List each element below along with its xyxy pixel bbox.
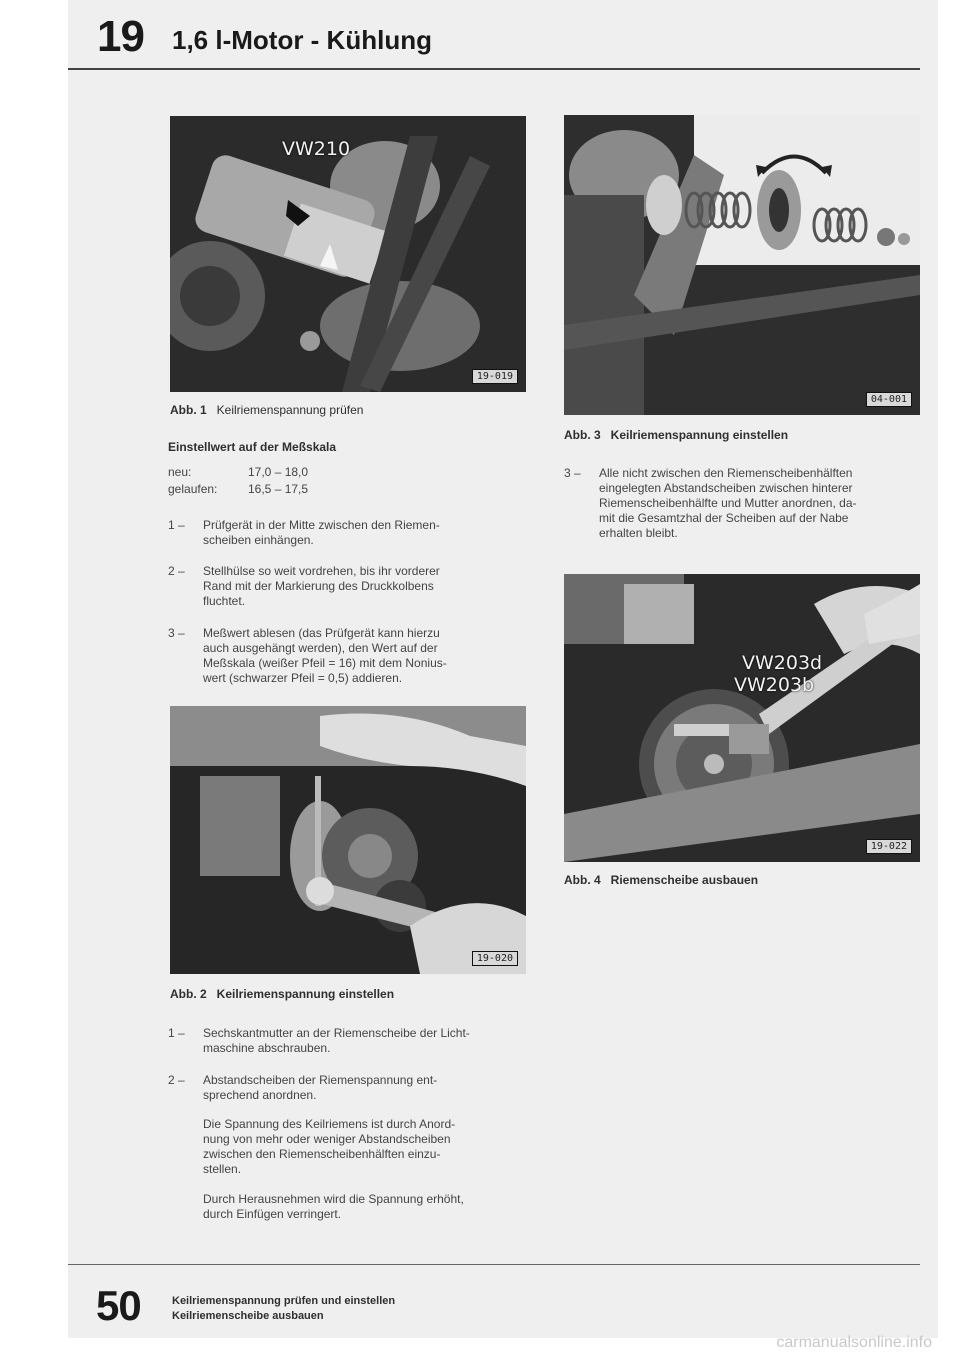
tension-paragraph <box>203 1117 548 1177</box>
check-step-3-line-1: Meßwert ablesen (das Prüfgerät kann hierzu <box>203 626 440 640</box>
check-step-1-number: 1 – <box>168 518 185 532</box>
adjust-step-2-number: 2 – <box>168 1073 185 1087</box>
setting-row-new-value: 17,0 – 18,0 <box>248 465 309 479</box>
check-step-3-line-4: wert (schwarzer Pfeil = 0,5) addieren. <box>203 671 403 685</box>
figure-4-caption <box>564 873 758 887</box>
check-step-3-line-2: auch ausgehängt werden), den Wert auf der <box>203 641 438 655</box>
figure-1-callout: VW210 <box>282 138 351 160</box>
footer-line-2: Keilriemenscheibe ausbauen <box>172 1310 324 1322</box>
figure-3-photo <box>564 115 920 415</box>
check-step-2-line-3: fluchtet. <box>203 594 246 608</box>
adjust-step-1-line-2: maschine abschrauben. <box>203 1041 331 1055</box>
check-step-2 <box>168 564 538 612</box>
alignment-step-3 <box>564 466 934 546</box>
tension-paragraph-line-4: stellen. <box>203 1162 242 1176</box>
check-step-1 <box>168 518 538 550</box>
figure-2-photo <box>170 706 526 974</box>
adjust-step-2 <box>168 1073 548 1105</box>
page-number: 50 <box>96 1282 141 1329</box>
check-step-1-line-2: scheiben einhängen. <box>203 533 314 547</box>
adjust-step-1-number: 1 – <box>168 1026 185 1040</box>
figure-1-caption <box>170 403 363 417</box>
alignment-step-3-line-4: mit die Gesamtzhal der Scheiben auf der Nabe <box>599 511 849 525</box>
footer-line-1: Keilriemenspannung prüfen und einstellen <box>172 1295 396 1307</box>
figure-3-illustration <box>564 115 920 415</box>
header-rule <box>68 68 920 70</box>
figure-1-label: Abb. 1 <box>170 403 207 417</box>
figure-3-code: 04-001 <box>866 392 912 407</box>
alignment-step-3-line-5: erhalten bleibt. <box>599 526 678 540</box>
figure-4-callout-vw203b: VW203b <box>734 674 815 696</box>
figure-2-code: 19-020 <box>472 951 518 966</box>
figure-3-caption <box>564 428 788 442</box>
alignment-step-3-line-1: Alle nicht zwischen den Riemenscheibenhälften <box>599 466 853 480</box>
setting-row-used-value: 16,5 – 17,5 <box>248 482 309 496</box>
figure-3-label: Abb. 3 <box>564 428 601 442</box>
figure-2-illustration <box>170 706 526 974</box>
setting-row-new-label: neu: <box>168 465 192 479</box>
figure-2-caption-text: Keilriemenspannung einstellen <box>216 987 395 1001</box>
figure-4-illustration <box>564 574 920 862</box>
figure-4-caption-text: Riemenscheibe ausbauen <box>610 873 759 887</box>
chapter-title: 1,6 l-Motor - Kühlung <box>172 25 432 55</box>
figure-4-label: Abb. 4 <box>564 873 601 887</box>
alignment-step-3-number: 3 – <box>564 466 581 480</box>
adjust-step-1 <box>168 1026 548 1058</box>
alignment-step-3-line-2: eingelegten Abstandscheiben zwischen hinterer <box>599 481 853 495</box>
chapter-number: 19 <box>97 12 144 61</box>
check-step-3-line-3: Meßskala (weißer Pfeil = 16) mit dem Nonius- <box>203 656 447 670</box>
watermark: carmanualsonline.info <box>776 1334 932 1351</box>
setting-row-new <box>168 465 308 479</box>
figure-4-code: 19-022 <box>866 839 912 854</box>
setting-row-used-label: gelaufen: <box>168 482 218 496</box>
figure-4-callout-vw203d: VW203d <box>742 652 823 674</box>
footer-rule <box>68 1264 920 1265</box>
setting-title: Einstellwert auf der Meßskala <box>168 440 337 454</box>
check-step-3 <box>168 626 538 690</box>
tension-paragraph-line-1: Die Spannung des Keilriemens ist durch Anord- <box>203 1117 456 1131</box>
removal-paragraph-line-1: Durch Herausnehmen wird die Spannung erhöht, <box>203 1192 464 1206</box>
figure-4-photo <box>564 574 920 862</box>
figure-1-photo <box>170 116 526 392</box>
figure-3-caption-text: Keilriemenspannung einstellen <box>610 428 789 442</box>
check-step-3-number: 3 – <box>168 626 185 640</box>
tension-paragraph-line-2: nung von mehr oder weniger Abstandscheiben <box>203 1132 451 1146</box>
tension-paragraph-line-3: zwischen den Riemenscheibenhälften einzu- <box>203 1147 441 1161</box>
figure-2-caption <box>170 987 394 1001</box>
figure-1-code: 19-019 <box>472 369 518 384</box>
check-step-1-line-1: Prüfgerät in der Mitte zwischen den Riemen- <box>203 518 440 532</box>
adjust-step-2-line-1: Abstandscheiben der Riemenspannung ent- <box>203 1073 438 1087</box>
check-step-2-line-1: Stellhülse so weit vordrehen, bis ihr vorderer <box>203 564 440 578</box>
figure-1-caption-text: Keilriemenspannung prüfen <box>216 403 364 417</box>
setting-row-used <box>168 482 308 496</box>
removal-paragraph-line-2: durch Einfügen verringert. <box>203 1207 342 1221</box>
adjust-step-2-line-2: sprechend anordnen. <box>203 1088 317 1102</box>
check-step-2-line-2: Rand mit der Markierung des Druckkolbens <box>203 579 434 593</box>
figure-2-label: Abb. 2 <box>170 987 207 1001</box>
removal-paragraph <box>203 1192 548 1222</box>
alignment-step-3-line-3: Riemenscheibenhälfte und Mutter anordnen, da- <box>599 496 857 510</box>
check-step-2-number: 2 – <box>168 564 185 578</box>
adjust-step-1-line-1: Sechskantmutter an der Riemenscheibe der Licht- <box>203 1026 470 1040</box>
